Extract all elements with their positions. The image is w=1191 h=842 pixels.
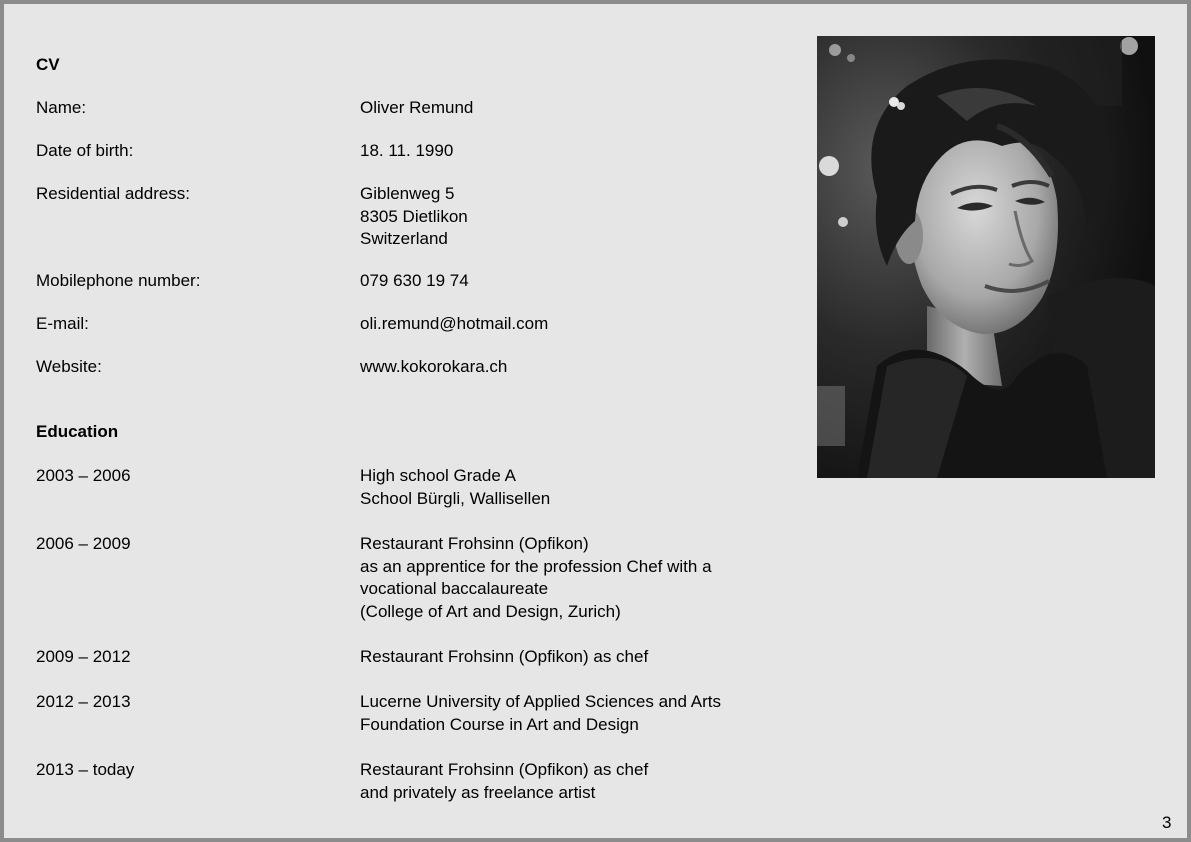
education-period: 2006 – 2009 <box>36 534 131 553</box>
portrait-illustration <box>817 36 1155 478</box>
dob-label: Date of birth: <box>36 141 134 160</box>
address-label: Residential address: <box>36 184 191 203</box>
page-number: 3 <box>1162 813 1172 832</box>
website-value: www.kokorokara.ch <box>360 357 508 376</box>
email-label: E-mail: <box>36 314 89 333</box>
cv-heading: CV <box>36 55 60 74</box>
education-line: (College of Art and Design, Zurich) <box>360 601 621 621</box>
education-description <box>360 646 648 669</box>
education-period: 2013 – today <box>36 760 135 779</box>
dob-value: 18. 11. 1990 <box>360 141 454 160</box>
education-description <box>360 759 648 804</box>
education-line: High school Grade A <box>360 466 516 485</box>
portrait-photo <box>817 36 1155 478</box>
cv-page <box>4 4 1187 838</box>
education-description <box>360 533 712 623</box>
education-description <box>360 691 721 736</box>
education-line: as an apprentice for the profession Chef with a <box>360 556 712 576</box>
education-period: 2009 – 2012 <box>36 647 131 666</box>
education-line: and privately as freelance artist <box>360 782 596 802</box>
mobile-label: Mobilephone number: <box>36 271 201 290</box>
address-value <box>360 183 468 251</box>
education-description <box>360 465 550 510</box>
education-period: 2012 – 2013 <box>36 692 131 711</box>
education-line: School Bürgli, Wallisellen <box>360 488 551 508</box>
name-label: Name: <box>36 98 87 117</box>
education-line: vocational baccalaureate <box>360 579 549 598</box>
address-line: 8305 Dietlikon <box>360 206 468 226</box>
education-line: Foundation Course in Art and Design <box>360 714 639 734</box>
education-heading: Education <box>36 422 119 441</box>
education-line: Restaurant Frohsinn (Opfikon) <box>360 534 589 553</box>
name-value: Oliver Remund <box>360 98 474 117</box>
address-line: Switzerland <box>360 229 448 248</box>
address-line: Giblenweg 5 <box>360 184 455 203</box>
mobile-value: 079 630 19 74 <box>360 271 469 290</box>
education-period: 2003 – 2006 <box>36 466 131 485</box>
email-value: oli.remund@hotmail.com <box>360 314 549 333</box>
education-line: Restaurant Frohsinn (Opfikon) as chef <box>360 647 649 666</box>
education-line: Restaurant Frohsinn (Opfikon) as chef <box>360 760 649 779</box>
website-label: Website: <box>36 357 102 376</box>
education-line: Lucerne University of Applied Sciences and Arts <box>360 692 721 711</box>
